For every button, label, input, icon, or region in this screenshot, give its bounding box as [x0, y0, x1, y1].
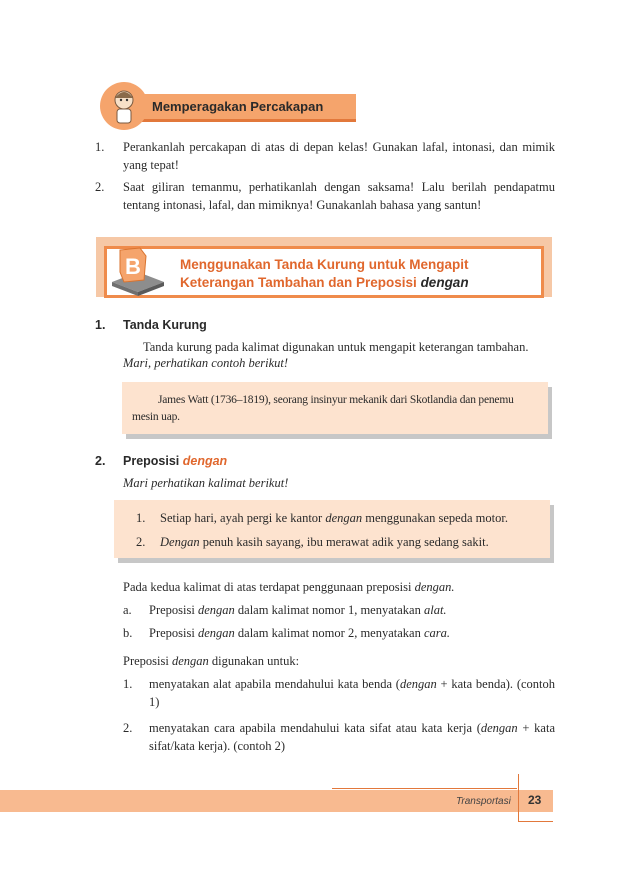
list-text: Perankanlah percakapan di atas di depan kelas! Gunakan lafal, intonasi, dan mimik yang tepat! [123, 140, 555, 173]
banner-title-prefix: Keterangan Tambahan dan Preposisi [180, 275, 421, 290]
footer-divider [332, 788, 517, 789]
summary-text [123, 578, 455, 596]
banner-title [180, 256, 540, 292]
list-number: 2. [123, 721, 133, 736]
part2-heading-emph: dengan [182, 454, 228, 468]
list-item [123, 719, 555, 755]
banner-title-emph: dengan [420, 275, 469, 290]
text-post: menggunakan sepeda motor. [362, 511, 508, 525]
usage-pre: Preposisi [123, 654, 172, 668]
text-emph: dengan [399, 677, 437, 691]
text-mid: dalam kalimat nomor 1, menyatakan [234, 603, 424, 617]
text-emph: dengan [197, 603, 235, 617]
part2-heading-prefix: Preposisi [123, 454, 183, 468]
part1-paragraph: Tanda kurung pada kalimat digunakan untuk mengapit keterangan tambahan. [143, 340, 529, 354]
list-item [95, 178, 555, 214]
part2-prompt: Mari perhatikan kalimat berikut! [123, 476, 289, 490]
text-emph: Dengan [160, 535, 200, 550]
text-mid: dalam kalimat nomor 2, menyatakan [234, 626, 424, 641]
text-post: + kata sifat/kata kerja). (contoh 2) [149, 721, 555, 754]
list-text: Saat giliran temanmu, perhatikanlah dengan saksama! Lalu berilah pendapatmu tentang intonasi, lafal, dan mimiknya! Gunakanlah bahasa yang santun! [123, 180, 555, 213]
summary-emph: dengan. [414, 580, 455, 594]
text-emph: dengan [480, 721, 518, 736]
text-post: + kata benda). (contoh 1) [149, 677, 556, 710]
list-letter: b. [123, 626, 133, 641]
list-text [160, 533, 489, 551]
text-pre: Setiap hari, ayah pergi ke kantor [160, 511, 326, 525]
banner-title-line1: Menggunakan Tanda Kurung untuk Mengapit [180, 257, 469, 272]
usage-text [123, 652, 299, 670]
list-number: 1. [123, 677, 133, 691]
list-number: 2. [136, 535, 146, 550]
list-item [136, 533, 548, 551]
text-pre: menyatakan cara apabila mendahului kata sifat atau kata kerja ( [149, 721, 481, 736]
text-emph: dengan [325, 511, 363, 525]
list-number: 2. [95, 180, 105, 195]
list-number: 1. [136, 511, 146, 525]
points-list [123, 601, 555, 642]
list-item [95, 138, 555, 174]
text-pre: Preposisi [149, 603, 198, 617]
text-emph2: cara. [423, 626, 451, 641]
usage-list [123, 675, 555, 756]
usage-emph: dengan [171, 654, 209, 668]
text-pre: menyatakan alat apabila mendahului kata benda ( [149, 677, 400, 691]
part1-number: 1. [95, 318, 106, 332]
list-text [149, 624, 450, 642]
text-emph2: alat. [423, 603, 447, 617]
footer-vertical-rule [518, 774, 519, 822]
footer-chapter-label: Transportasi [456, 796, 511, 807]
list-text [149, 719, 555, 755]
summary-pre: Pada kedua kalimat di atas terdapat penggunaan preposisi [123, 580, 415, 594]
instruction-list [95, 138, 555, 215]
text-post: penuh kasih sayang, ibu merawat adik yang sedang sakit. [199, 535, 489, 550]
letter-b-icon [108, 242, 166, 298]
part2-heading [123, 452, 227, 470]
list-item [123, 624, 555, 642]
part1-prompt: Mari, perhatikan contoh berikut! [123, 356, 289, 370]
section-title: Memperagakan Percakapan [152, 99, 324, 114]
footer-cap-rule [518, 821, 553, 822]
page-number: 23 [528, 793, 542, 807]
list-item [123, 601, 555, 619]
part2-number: 2. [95, 454, 106, 468]
list-item [136, 509, 548, 527]
usage-post: digunakan untuk: [208, 654, 300, 668]
banner-title-line2 [180, 274, 540, 292]
list-text [149, 675, 555, 711]
sentence-list [136, 509, 548, 551]
child-illustration-icon [98, 80, 150, 132]
list-number: 1. [95, 140, 105, 154]
icon-letter: B [125, 254, 141, 279]
list-item [123, 675, 555, 711]
text-emph: dengan [197, 626, 235, 641]
list-text [160, 509, 508, 527]
part1-heading: Tanda Kurung [123, 318, 207, 332]
list-text [149, 601, 447, 619]
list-letter: a. [123, 603, 132, 617]
text-pre: Preposisi [149, 626, 198, 641]
example-text: James Watt (1736–1819), seorang insinyur mekanik dari Skotlandia dan penemu mesin uap. [132, 394, 514, 423]
